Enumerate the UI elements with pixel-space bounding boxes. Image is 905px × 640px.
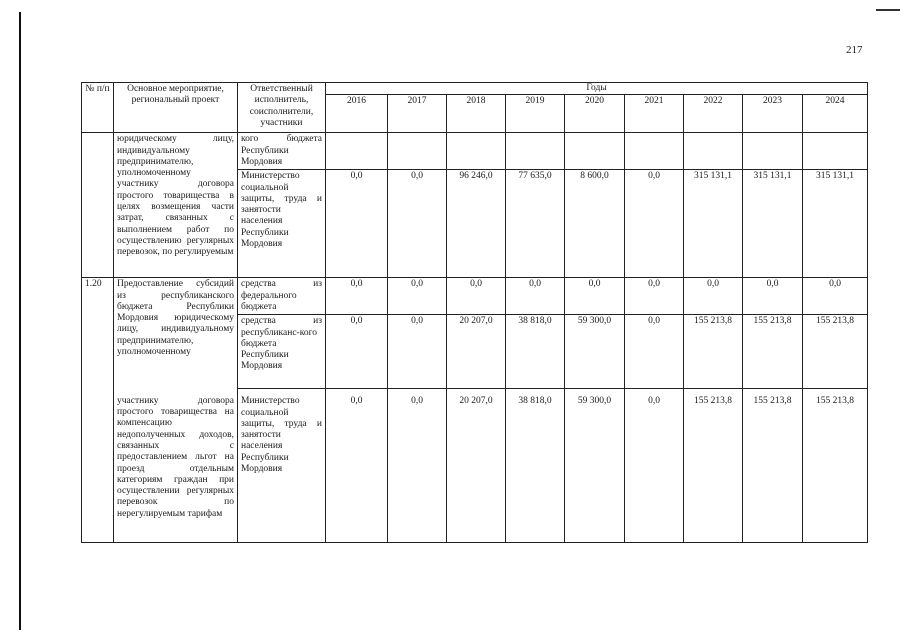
value-cell	[447, 133, 506, 170]
value-cell	[388, 133, 447, 170]
value-cell: 0,0	[388, 315, 447, 389]
scan-edge-line	[19, 12, 21, 630]
value-cell: 77 635,0	[506, 170, 565, 278]
value-cell: 0,0	[326, 315, 388, 389]
header-years: Годы	[326, 83, 868, 95]
value-cell: 0,0	[625, 170, 684, 278]
value-cell: 315 131,1	[803, 170, 868, 278]
value-cell: 0,0	[447, 278, 506, 315]
value-cell: 0,0	[625, 315, 684, 389]
value-cell: 155 213,8	[803, 315, 868, 389]
year-cell: 2021	[625, 95, 684, 133]
year-cell: 2024	[803, 95, 868, 133]
value-cell: 315 131,1	[743, 170, 803, 278]
value-cell: 59 300,0	[565, 315, 625, 389]
value-cell	[565, 133, 625, 170]
value-cell: 155 213,8	[684, 389, 743, 543]
value-cell: 155 213,8	[743, 389, 803, 543]
value-cell: 38 818,0	[506, 389, 565, 543]
value-cell: 38 818,0	[506, 315, 565, 389]
value-cell: 0,0	[388, 278, 447, 315]
value-cell: 20 207,0	[447, 389, 506, 543]
responsible-cell: средства из федерального бюджета	[238, 278, 326, 315]
value-cell: 96 246,0	[447, 170, 506, 278]
program-table	[81, 82, 868, 543]
value-cell: 8 600,0	[565, 170, 625, 278]
value-cell: 0,0	[565, 278, 625, 315]
table-row	[82, 389, 868, 543]
value-cell: 0,0	[625, 389, 684, 543]
value-cell: 0,0	[803, 278, 868, 315]
year-cell: 2022	[684, 95, 743, 133]
event-cell: юридическому лицу, индивидуальному предпринимателю, уполномоченному участнику договора простого товарищества в целях возмещения части затрат, связанных с выполнением работ по осуществлению регулярных перевозок, по регулируемым	[114, 133, 238, 278]
value-cell	[506, 133, 565, 170]
value-cell: 0,0	[388, 170, 447, 278]
year-cell: 2017	[388, 95, 447, 133]
year-cell: 2019	[506, 95, 565, 133]
responsible-cell: средства из республиканс-кого бюджета Республики Мордовия	[238, 315, 326, 389]
responsible-cell: Министерство социальной защиты, труда и занятости населения Республики Мордовия	[238, 389, 326, 543]
value-cell	[326, 133, 388, 170]
row-num-cell: 1.20	[82, 278, 114, 543]
value-cell: 0,0	[388, 389, 447, 543]
year-cell: 2016	[326, 95, 388, 133]
responsible-cell: кого бюджета Республики Мордовия	[238, 133, 326, 170]
header-event: Основное мероприятие, региональный проект	[114, 83, 238, 133]
value-cell: 0,0	[625, 278, 684, 315]
value-cell: 0,0	[684, 278, 743, 315]
table-header-row	[82, 83, 868, 95]
value-cell	[625, 133, 684, 170]
value-cell	[803, 133, 868, 170]
value-cell	[743, 133, 803, 170]
event-cell-continued: участнику договора простого товарищества на компенсацию недополученных доходов, связанных с предоставлением льгот на проезд отдельным категориям граждан при осуществлении регулярных перевозок по нерегулируемым тарифам	[114, 389, 238, 543]
header-responsible: Ответственный исполнитель, соисполнители, участники	[238, 83, 326, 133]
value-cell: 0,0	[326, 389, 388, 543]
value-cell: 0,0	[326, 170, 388, 278]
value-cell: 59 300,0	[565, 389, 625, 543]
value-cell: 155 213,8	[803, 389, 868, 543]
value-cell	[684, 133, 743, 170]
year-cell: 2020	[565, 95, 625, 133]
value-cell: 315 131,1	[684, 170, 743, 278]
page-number: 217	[846, 44, 863, 56]
year-cell: 2023	[743, 95, 803, 133]
event-cell: Предоставление субсидий из республиканского бюджета Республики Мордовия юридическому лицу, индивидуальному предпринимателю, уполномоченному	[114, 278, 238, 389]
value-cell: 0,0	[326, 278, 388, 315]
year-cell: 2018	[447, 95, 506, 133]
row-num-cell	[82, 133, 114, 278]
table-row	[82, 133, 868, 170]
responsible-cell: Министерство социальной защиты, труда и занятости населения Республики Мордовия	[238, 170, 326, 278]
value-cell: 20 207,0	[447, 315, 506, 389]
value-cell: 155 213,8	[743, 315, 803, 389]
scan-corner-mark	[876, 9, 900, 11]
value-cell: 155 213,8	[684, 315, 743, 389]
value-cell: 0,0	[506, 278, 565, 315]
value-cell: 0,0	[743, 278, 803, 315]
header-num: № п/п	[82, 83, 114, 133]
table-row	[82, 278, 868, 315]
